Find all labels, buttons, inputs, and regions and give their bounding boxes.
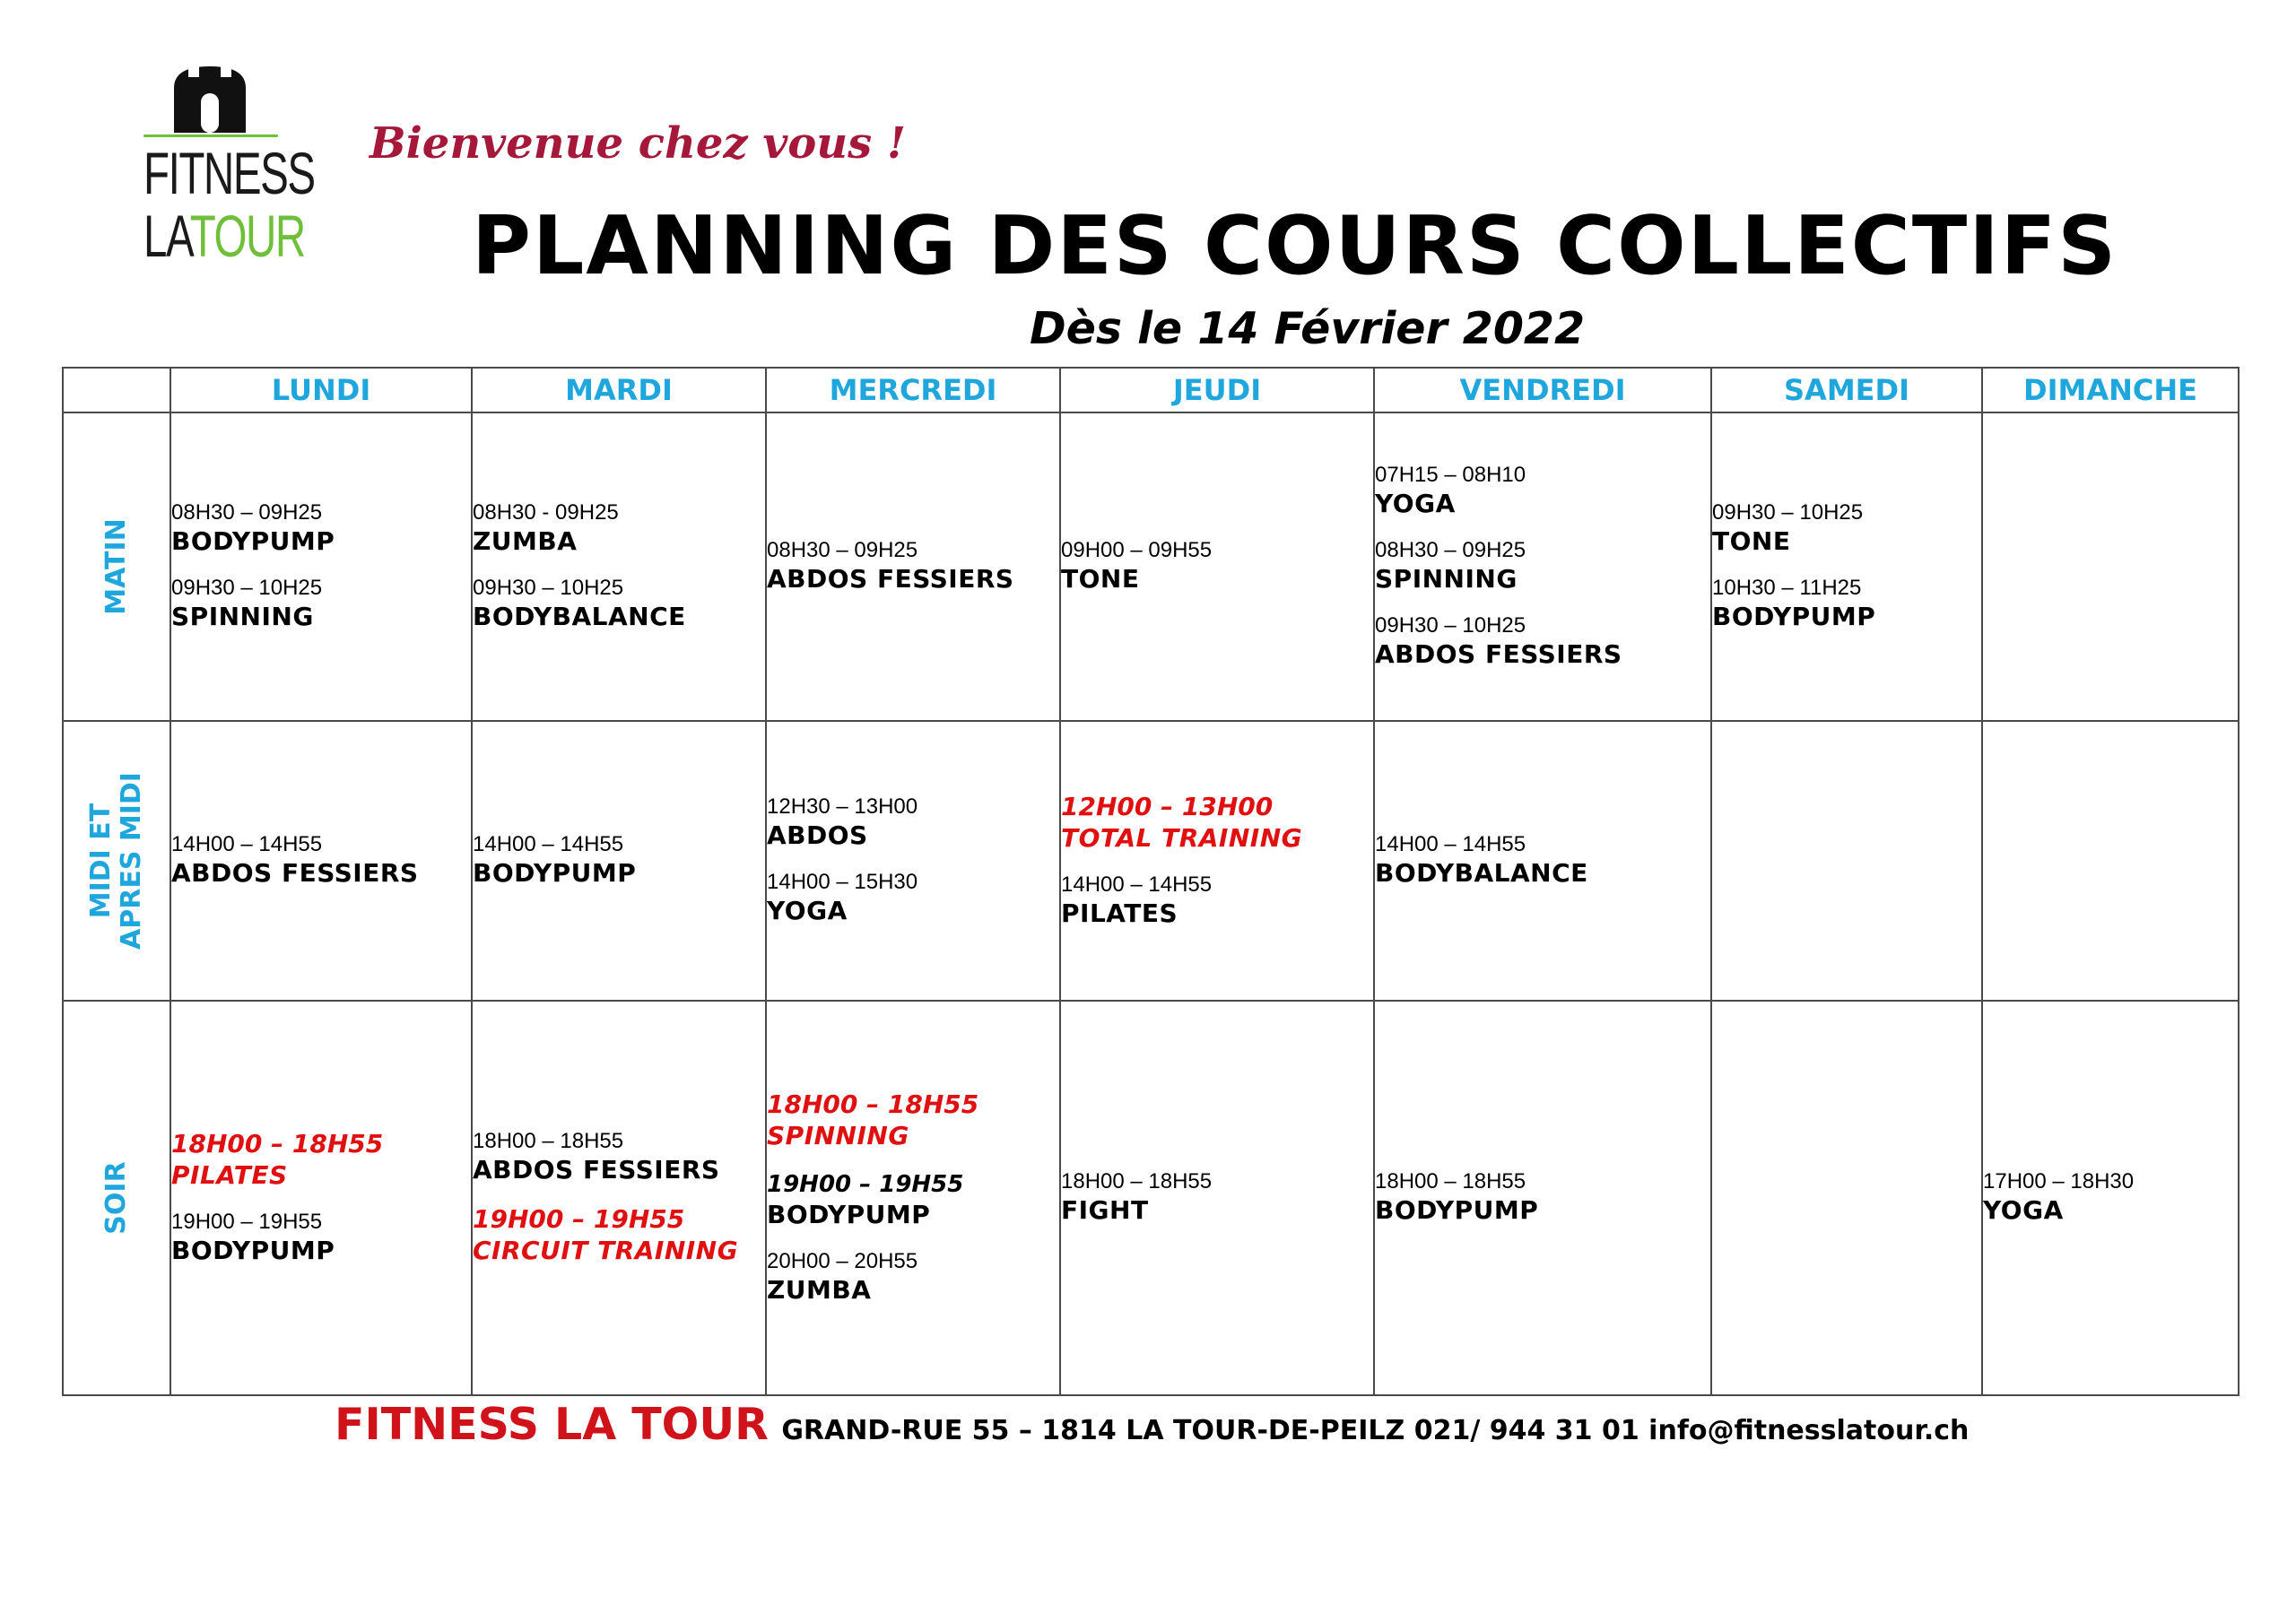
session-name: CIRCUIT TRAINING	[473, 1236, 739, 1265]
session-time: 08H30 – 09H25	[767, 538, 918, 562]
period-cell	[63, 721, 170, 1001]
class-session	[1375, 1169, 1710, 1227]
logo-word-latour: LATOUR	[144, 203, 305, 269]
session-time: 18H00 – 18H55	[1061, 1169, 1213, 1193]
session-time: 18H00 – 18H55	[767, 1089, 979, 1119]
class-session	[767, 794, 1059, 852]
session-name: YOGA	[1375, 489, 1456, 518]
day-header: DIMANCHE	[1982, 368, 2239, 412]
class-session	[473, 1204, 765, 1267]
day-header-row	[63, 368, 2239, 412]
schedule-cell	[766, 721, 1060, 1001]
welcome-text: Bienvenue chez vous !	[370, 118, 906, 169]
session-name: BODYPUMP	[171, 1236, 335, 1265]
schedule-cell	[170, 1001, 472, 1395]
session-name: BODYPUMP	[1375, 1195, 1539, 1225]
day-header: MARDI	[472, 368, 766, 412]
logo-word-fitness: FITNESS	[144, 140, 315, 206]
session-time: 08H30 – 09H25	[1375, 538, 1526, 562]
schedule-cell	[170, 721, 472, 1001]
schedule-cell	[1060, 412, 1374, 721]
session-time: 09H30 – 10H25	[1712, 500, 1864, 525]
logo-green-line	[144, 135, 278, 137]
schedule-cell	[1060, 721, 1374, 1001]
class-session	[1375, 538, 1710, 595]
class-session	[171, 500, 471, 558]
session-time: 09H30 – 10H25	[171, 576, 323, 600]
schedule-cell	[1982, 1001, 2239, 1395]
session-name: ABDOS FESSIERS	[1375, 639, 1622, 669]
class-session	[473, 832, 765, 890]
class-session	[767, 870, 1059, 927]
period-row	[63, 721, 2239, 1001]
session-name: SPINNING	[171, 602, 314, 631]
schedule-cell	[766, 412, 1060, 721]
session-time: 09H30 – 10H25	[1375, 613, 1526, 638]
footer-brand: FITNESS LA TOUR	[335, 1399, 769, 1450]
session-name: ZUMBA	[473, 526, 578, 556]
session-name: ABDOS	[767, 820, 868, 850]
session-time: 12H30 – 13H00	[767, 794, 918, 819]
session-time: 19H00 – 19H55	[171, 1210, 323, 1234]
session-name: ABDOS FESSIERS	[171, 858, 419, 888]
session-time: 09H00 – 09H55	[1061, 538, 1213, 562]
session-name: ABDOS FESSIERS	[767, 564, 1014, 594]
schedule-cell	[1060, 1001, 1374, 1395]
schedule-cell	[1982, 412, 2239, 721]
session-time: 10H30 – 11H25	[1712, 576, 1862, 600]
session-time: 18H00 – 18H55	[1375, 1169, 1526, 1193]
session-name: PILATES	[171, 1160, 288, 1190]
schedule-cell	[1374, 1001, 1711, 1395]
day-header: VENDREDI	[1374, 368, 1711, 412]
day-header: LUNDI	[170, 368, 472, 412]
day-header: SAMEDI	[1711, 368, 1982, 412]
class-session	[767, 1089, 1059, 1152]
schedule-cell	[472, 1001, 766, 1395]
session-name: PILATES	[1061, 898, 1178, 928]
class-session	[1061, 872, 1373, 930]
fitness-la-tour-logo	[135, 56, 315, 280]
session-name: FIGHT	[1061, 1195, 1149, 1225]
footer-address: GRAND-RUE 55 – 1814 LA TOUR-DE-PEILZ 021/ 944 31 01 info@fitnesslatour.ch	[781, 1415, 1970, 1446]
period-label: MIDI ET APRES MIDI	[85, 772, 147, 950]
session-time: 17H00 – 18H30	[1983, 1169, 2135, 1193]
session-name: TONE	[1061, 564, 1140, 594]
session-name: SPINNING	[767, 1121, 909, 1150]
session-name: YOGA	[1983, 1195, 2064, 1225]
schedule-cell	[472, 412, 766, 721]
session-name: BODYPUMP	[171, 526, 335, 556]
session-name: ABDOS FESSIERS	[473, 1155, 720, 1185]
class-session	[473, 500, 765, 558]
class-session	[767, 1249, 1059, 1306]
class-session	[1375, 613, 1710, 671]
session-name: YOGA	[767, 896, 848, 925]
session-time: 09H30 – 10H25	[473, 576, 624, 600]
session-time: 14H00 – 14H55	[1375, 832, 1526, 856]
period-row	[63, 412, 2239, 721]
period-cell	[63, 1001, 170, 1395]
schedule-cell	[472, 721, 766, 1001]
class-session	[1712, 576, 1981, 633]
class-session	[1061, 792, 1373, 855]
page-subtitle: Dès le 14 Février 2022	[1030, 303, 1586, 354]
period-row	[63, 1001, 2239, 1395]
session-time: 12H00 – 13H00	[1061, 792, 1274, 821]
class-session	[1061, 1169, 1373, 1227]
session-time: 14H00 – 15H30	[767, 870, 918, 894]
session-time: 08H30 – 09H25	[171, 500, 323, 525]
class-session	[171, 1210, 471, 1267]
class-session	[1375, 832, 1710, 890]
castle-tower-icon	[169, 61, 251, 133]
day-header: JEUDI	[1060, 368, 1374, 412]
session-time: 19H00 – 19H55	[473, 1204, 685, 1234]
session-time: 19H00 – 19H55	[767, 1171, 964, 1198]
session-time: 14H00 – 14H55	[1061, 872, 1213, 897]
class-session	[1983, 1169, 2238, 1227]
footer	[335, 1399, 1969, 1450]
session-name: BODYBALANCE	[473, 602, 686, 631]
class-session	[767, 538, 1059, 595]
schedule-cell	[1982, 721, 2239, 1001]
session-time: 07H15 – 08H10	[1375, 463, 1526, 487]
session-time: 20H00 – 20H55	[767, 1249, 918, 1273]
schedule-cell	[1711, 1001, 1982, 1395]
session-name: SPINNING	[1375, 564, 1518, 594]
session-name: ZUMBA	[767, 1275, 872, 1305]
session-name: BODYPUMP	[473, 858, 637, 888]
session-time: 18H00 – 18H55	[473, 1129, 624, 1153]
session-name: BODYBALANCE	[1375, 858, 1588, 888]
class-session	[473, 1129, 765, 1186]
day-header: MERCREDI	[766, 368, 1060, 412]
schedule-cell	[170, 412, 472, 721]
period-label: MATIN	[100, 518, 132, 615]
session-name: TONE	[1712, 526, 1791, 556]
session-name: TOTAL TRAINING	[1061, 823, 1303, 853]
schedule-cell	[1711, 412, 1982, 721]
class-session	[767, 1170, 1059, 1231]
page-title: PLANNING DES COURS COLLECTIFS	[472, 199, 2118, 293]
class-session	[171, 1129, 471, 1192]
session-time: 18H00 – 18H55	[171, 1129, 384, 1159]
schedule-cell	[1374, 412, 1711, 721]
session-time: 08H30 - 09H25	[473, 500, 619, 525]
class-session	[473, 576, 765, 633]
schedule-cell	[1711, 721, 1982, 1001]
session-time: 14H00 – 14H55	[473, 832, 624, 856]
class-session	[1375, 463, 1710, 520]
class-session	[171, 832, 471, 890]
session-name: BODYPUMP	[1712, 602, 1876, 631]
period-label: SOIR	[100, 1161, 132, 1235]
class-session	[171, 576, 471, 633]
class-session	[1712, 500, 1981, 558]
schedule-cell	[766, 1001, 1060, 1395]
period-cell	[63, 412, 170, 721]
class-session	[1061, 538, 1373, 595]
corner-cell	[63, 368, 170, 412]
schedule-cell	[1374, 721, 1711, 1001]
schedule-table	[62, 367, 2239, 1396]
session-name: BODYPUMP	[767, 1200, 931, 1229]
session-time: 14H00 – 14H55	[171, 832, 323, 856]
